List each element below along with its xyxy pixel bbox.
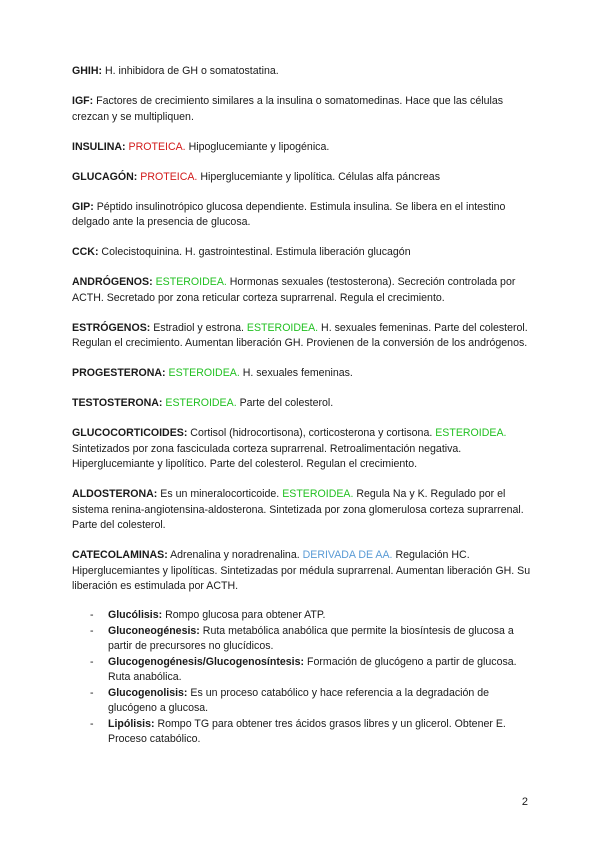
hormone-name: GIP: (72, 200, 94, 213)
hormone-entry (72, 426, 532, 473)
hormone-entry (72, 396, 532, 412)
hormone-entry (72, 245, 532, 261)
hormone-entry (72, 487, 532, 534)
list-item (72, 686, 532, 717)
hormone-type-tag: ESTEROIDEA. (282, 488, 354, 500)
hormone-description: Cortisol (hidrocortisona), corticosterona y cortisona. (187, 427, 436, 439)
hormone-type-tag: PROTEICA. (140, 170, 198, 183)
bullet-dash: - (90, 686, 94, 699)
hormone-type-tag: ESTEROIDEA. (168, 367, 240, 379)
hormone-description: Regula Na y K. Regulado por el sistema renina-angiotensina-aldosterona. Sintetizada por zona glomerulosa corteza suprarrenal. Parte del colesterol. (72, 488, 524, 531)
hormone-entry (72, 170, 532, 186)
process-name: Gluconeogénesis: (108, 624, 200, 637)
list-item (72, 655, 532, 686)
hormone-type-tag: ESTEROIDEA. (165, 397, 237, 409)
hormone-type-tag: PROTEICA. (128, 140, 186, 153)
process-name: Glucogenogénesis/Glucogenosíntesis: (108, 655, 305, 668)
hormone-entry (72, 366, 532, 382)
hormone-entry (72, 548, 532, 595)
hormone-description: H. sexuales femeninas. (239, 367, 353, 379)
hormone-description: Hipoglucemiante y lipogénica. (185, 140, 330, 153)
hormone-name: GLUCAGÓN: (72, 170, 138, 183)
process-description: Rompo TG para obtener tres ácidos grasos libres y un glicerol. Obtener E. Proceso catabólico. (108, 717, 506, 745)
hormone-entry (72, 200, 532, 231)
hormone-name: ANDRÓGENOS: (72, 276, 153, 288)
process-description: Es un proceso catabólico y hace referencia a la degradación de glucógeno a glucosa. (108, 686, 489, 714)
hormone-type-tag: ESTEROIDEA. (246, 321, 319, 334)
hormone-description: H. inhibidora de GH o somatostatina. (102, 65, 279, 77)
hormone-description: Hormonas sexuales (testosterona). Secreción controlada por ACTH. Secretado por zona reticular corteza suprarrenal. Regula el crecimiento. (72, 276, 516, 304)
metabolic-process-list (72, 608, 532, 748)
hormone-description: Adrenalina y noradrenalina. (167, 549, 303, 561)
list-item (72, 717, 532, 748)
hormone-description: Es un mineralocorticoide. (157, 488, 283, 500)
hormone-description: Péptido insulinotrópico glucosa dependiente. Estimula insulina. Se libera en el intestino delgado ante la presencia de glucosa. (72, 200, 506, 228)
process-name: Lipólisis: (108, 717, 155, 730)
hormone-description: Parte del colesterol. (236, 397, 334, 409)
list-item (72, 624, 532, 655)
hormone-name: CATECOLAMINAS: (72, 549, 168, 561)
hormone-name: INSULINA: (72, 140, 126, 153)
hormone-entry (72, 140, 532, 156)
hormone-name: ESTRÓGENOS: (72, 321, 151, 334)
hormone-type-tag: DERIVADA DE AA. (302, 549, 393, 561)
process-name: Glucogenolisis: (108, 686, 188, 699)
process-description: Formación de glucógeno a partir de glucosa. Ruta anabólica. (108, 655, 517, 683)
process-description: Rompo glucosa para obtener ATP. (162, 609, 326, 621)
process-name: Glucólisis: (108, 609, 163, 621)
hormone-entry (72, 64, 532, 80)
hormone-description: Estradiol y estrona. (150, 321, 247, 334)
document-page (72, 64, 532, 748)
hormone-name: GHIH: (72, 65, 103, 77)
hormone-description: Hiperglucemiante y lipolítica. Células alfa páncreas (197, 170, 440, 183)
hormone-description: Colecistoquinina. H. gastrointestinal. Estimula liberación glucagón (98, 246, 411, 258)
hormone-type-tag: ESTEROIDEA. (155, 276, 227, 288)
hormone-entry (72, 94, 532, 125)
bullet-dash: - (90, 624, 94, 637)
hormone-description: H. sexuales femeninas. Parte del colesterol. Regulan el crecimiento. Aumentan liberación GH. Provienen de la conversión de los andrógenos. (72, 321, 528, 349)
page-number: 2 (521, 796, 528, 808)
hormone-name: CCK: (72, 246, 99, 258)
list-item (72, 608, 532, 624)
hormone-entries (72, 64, 532, 595)
bullet-dash: - (90, 609, 94, 621)
hormone-description: Regulación HC. Hiperglucemiantes y lipolíticas. Sintetizadas por médula suprarrenal. Aumentan liberación GH. Su liberación es estimulada por ACTH. (72, 549, 531, 592)
hormone-name: IGF: (72, 95, 94, 107)
bullet-dash: - (90, 717, 94, 730)
hormone-entry (72, 321, 532, 352)
hormone-name: ALDOSTERONA: (72, 488, 158, 500)
hormone-entry (72, 275, 532, 306)
hormone-description: Factores de crecimiento similares a la insulina o somatomedinas. Hace que las células crezcan y se multipliquen. (72, 95, 504, 123)
process-description: Ruta metabólica anabólica que permite la biosíntesis de glucosa a partir de precursores no glucídicos. (108, 624, 514, 652)
bullet-dash: - (90, 655, 94, 668)
hormone-description: Sintetizados por zona fasciculada corteza suprarrenal. Retroalimentación negativa. Hiperglucemiante y lipolítico. Parte del colesterol. Regulan el crecimiento. (72, 442, 462, 470)
hormone-type-tag: ESTEROIDEA. (435, 427, 507, 439)
hormone-name: PROGESTERONA: (72, 367, 166, 379)
hormone-name: TESTOSTERONA: (72, 397, 163, 409)
hormone-name: GLUCOCORTICOIDES: (72, 427, 188, 439)
